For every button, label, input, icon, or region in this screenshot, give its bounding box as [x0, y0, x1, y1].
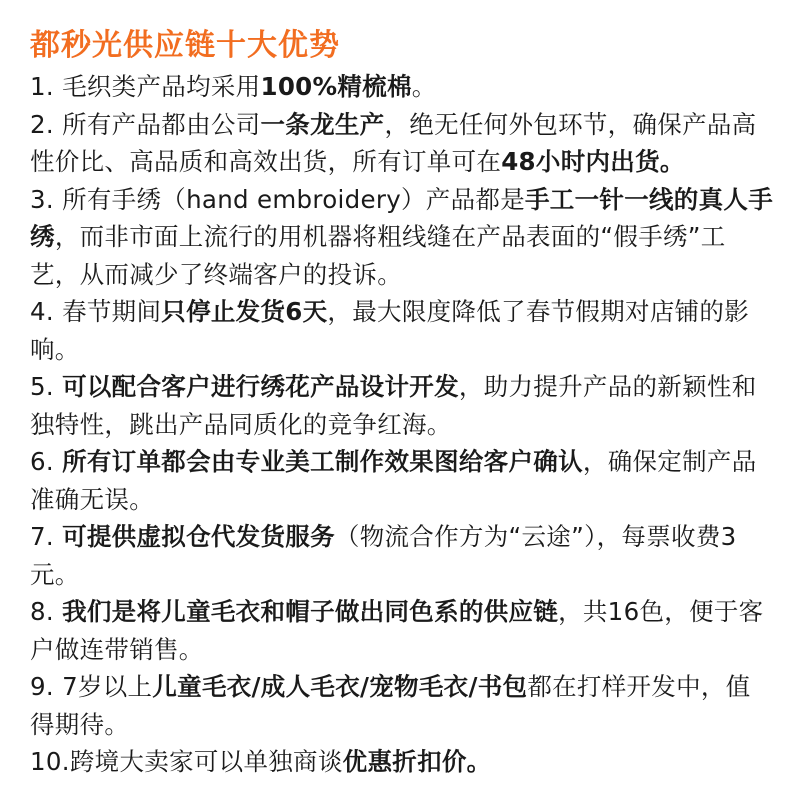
advantage-item: [30, 368, 775, 443]
highlight-text: 可提供虚拟仓代发货服务: [62, 522, 335, 551]
body-text: ，最大限度降低了春节假期对店铺的影响。: [30, 297, 750, 364]
highlight-text: 一条龙生产: [260, 109, 385, 139]
advantage-item: [30, 668, 775, 743]
body-text: 。: [411, 72, 437, 101]
advantages-list: [30, 68, 775, 781]
advantage-item: [30, 593, 775, 668]
body-text: 5.: [30, 372, 63, 401]
advantage-item: [30, 106, 775, 181]
highlight-text: 只停止发货6天: [161, 297, 328, 326]
page-title: 都秒光供应链十大优势: [30, 28, 340, 63]
body-text: 3. 所有手绣（hand embroidery）产品都是: [30, 184, 525, 214]
body-text: 都在打样开发中，值得期待。: [30, 672, 751, 739]
body-text: 6.: [30, 447, 63, 476]
body-text: ，而非市面上流行的用机器将粗线缝在产品表面的“假手绣”工艺，从而减少了终端客户的投诉。: [30, 222, 726, 289]
highlight-text: 所有订单都会由专业美工制作效果图给客户确认: [62, 447, 583, 476]
document-page: [30, 28, 775, 781]
body-text: 10.跨境大卖家可以单独商谈: [30, 747, 343, 776]
advantage-item: [30, 181, 775, 294]
highlight-text: 100%精梳棉: [260, 72, 412, 101]
body-text: ，确保定制产品准确无误。: [30, 447, 757, 514]
body-text: 2. 所有产品都由公司: [30, 109, 261, 139]
body-text: 7.: [30, 522, 63, 551]
advantage-item: [30, 443, 775, 518]
body-text: ，绝无任何外包环节，确保产品高性价比、高品质和高效出货，所有订单可在: [30, 109, 757, 176]
body-text: 4. 春节期间: [30, 297, 162, 326]
advantage-item: [30, 743, 775, 781]
body-text: 1. 毛织类产品均采用: [30, 72, 261, 101]
highlight-text: 手工一针一线的真人手绣: [30, 184, 773, 251]
body-text: （物流合作方为“云途”），每票收费3元。: [30, 522, 737, 589]
body-text: 9. 7岁以上: [30, 672, 153, 701]
highlight-text: 我们是将儿童毛衣和帽子做出同色系的供应链: [62, 597, 559, 626]
highlight-text: 可以配合客户进行绣花产品设计开发: [62, 372, 459, 401]
highlight-text: 48小时内出货。: [501, 147, 685, 176]
highlight-text: 儿童毛衣/成人毛衣/宠物毛衣/书包: [152, 672, 528, 701]
advantage-item: [30, 293, 775, 368]
body-text: 8.: [30, 597, 63, 626]
advantage-item: [30, 518, 775, 593]
body-text: ，共16色，便于客户做连带销售。: [30, 597, 764, 664]
highlight-text: 优惠折扣价。: [342, 747, 492, 776]
body-text: ，助力提升产品的新颖性和独特性，跳出产品同质化的竞争红海。: [30, 372, 757, 439]
advantage-item: [30, 68, 775, 106]
